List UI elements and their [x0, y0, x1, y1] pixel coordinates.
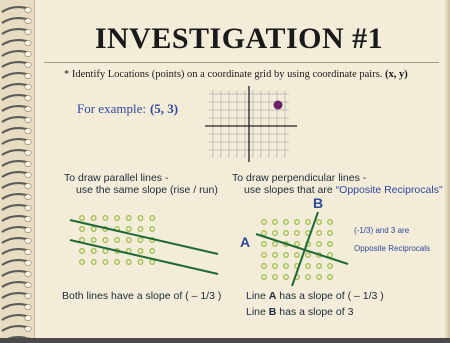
spiral-rings [0, 0, 34, 338]
binding-ring [2, 95, 31, 101]
binding-ring [2, 84, 31, 90]
reciprocal-note-line1: (-1/3) and 3 are [354, 226, 410, 235]
grid-dot [103, 260, 108, 265]
grid-dot [317, 220, 322, 225]
grid-dot [284, 264, 289, 269]
grid-dot [91, 216, 96, 221]
grid-dot [138, 227, 143, 232]
page-title: INVESTIGATION #1 [94, 22, 384, 55]
grid-dot [138, 249, 143, 254]
binding-ring [2, 51, 31, 57]
binding-ring [2, 183, 31, 189]
binding-ring [2, 271, 31, 277]
page-edge [444, 0, 450, 338]
grid-dot [295, 253, 300, 258]
grid-dot [295, 242, 300, 247]
perpendicular-heading [232, 172, 442, 196]
spiral-binding [0, 0, 35, 338]
grid-dot [262, 220, 267, 225]
line-b-caption-prefix: Line [246, 306, 266, 318]
grid-dot [273, 231, 278, 236]
line-b-caption-letter: B [268, 306, 277, 318]
binding-ring [2, 249, 31, 255]
line-b-caption [246, 306, 353, 318]
parallel-caption: Both lines have a slope of ( – 1/3 ) [62, 290, 222, 302]
binding-ring [2, 315, 31, 321]
binding-ring [2, 326, 31, 332]
instruction-text [64, 69, 444, 80]
grid-dot [317, 275, 322, 280]
grid-dot [262, 231, 267, 236]
binding-ring [2, 62, 31, 68]
grid-dot [317, 242, 322, 247]
grid-dot [138, 216, 143, 221]
grid-dot [91, 238, 96, 243]
perpendicular-heading-line2-prefix: use slopes that are [244, 184, 333, 196]
grid-dot [150, 260, 155, 265]
grid-dot [262, 242, 267, 247]
grid-dot [328, 264, 333, 269]
grid-dot [262, 264, 267, 269]
parallel-heading-line1: To draw parallel lines - [64, 172, 169, 184]
grid-dot [150, 216, 155, 221]
example-line [77, 101, 178, 117]
reciprocal-note-line2: Opposite Reciprocals [354, 244, 431, 253]
example-point: (5, 3) [149, 101, 179, 116]
grid-dot [80, 227, 85, 232]
grid-dot [91, 260, 96, 265]
grid-dot [295, 220, 300, 225]
grid-dot [127, 216, 132, 221]
grid-dot [306, 275, 311, 280]
grid-dot [328, 231, 333, 236]
grid-dot [103, 216, 108, 221]
title-divider [44, 62, 439, 63]
grid-dot [284, 220, 289, 225]
binding-ring [2, 7, 31, 13]
grid-dot [91, 249, 96, 254]
grid-dot [328, 275, 333, 280]
binding-ring [2, 40, 31, 46]
grid-dot [317, 264, 322, 269]
grid-dot [273, 220, 278, 225]
grid-dot [80, 249, 85, 254]
grid-dot [273, 242, 278, 247]
coordinate-grid [205, 86, 297, 166]
binding-ring [2, 282, 31, 288]
grid-dot [262, 275, 267, 280]
grid-dot [80, 260, 85, 265]
line-a-caption-letter: A [268, 290, 277, 302]
grid-dot [284, 253, 289, 258]
plotted-point-marker [274, 101, 283, 110]
parallel-heading [64, 172, 218, 196]
grid-dot [103, 238, 108, 243]
line-a-caption [246, 290, 384, 302]
parallel-heading-line2: use the same slope (rise / run) [76, 184, 218, 196]
grid-dot [273, 253, 278, 258]
binding-ring [2, 293, 31, 299]
binding-ring [2, 106, 31, 112]
binding-ring [2, 139, 31, 145]
binding-ring [2, 18, 31, 24]
grid-dot [115, 216, 120, 221]
opposite-reciprocals-phrase: “Opposite Reciprocals” [335, 184, 443, 196]
grid-dot [273, 275, 278, 280]
grid-dot [138, 260, 143, 265]
parallel-line-lower [70, 240, 218, 274]
perpendicular-heading-line1: To draw perpendicular lines - [232, 172, 367, 184]
grid-dot [91, 227, 96, 232]
binding-ring [2, 238, 31, 244]
binding-ring [2, 161, 31, 167]
grid-dot [306, 264, 311, 269]
grid-dot [150, 227, 155, 232]
grid-dot [262, 253, 267, 258]
line-b-caption-suffix: has a slope of 3 [279, 306, 354, 318]
binding-ring [2, 194, 31, 200]
binding-ring [2, 227, 31, 233]
instruction-body: * Identify Locations (points) on a coordinate grid by using coordinate pairs. [64, 69, 383, 80]
perpendicular-heading-line2 [232, 184, 442, 196]
binding-ring [2, 304, 31, 310]
perpendicular-lines-figure [252, 208, 352, 288]
binding-ring [2, 216, 31, 222]
grid-dot [138, 238, 143, 243]
binding-ring [2, 150, 31, 156]
grid-dot [328, 242, 333, 247]
grid-dot [80, 216, 85, 221]
line-b-label: B [313, 195, 324, 211]
line-a-caption-suffix: has a slope of ( – 1/3 ) [279, 290, 384, 302]
grid-dot [295, 231, 300, 236]
line-b [292, 212, 318, 286]
line-a-label: A [240, 234, 251, 250]
example-label: For example: [77, 101, 146, 116]
instruction-pair: (x, y) [385, 69, 408, 80]
grid-dot [306, 220, 311, 225]
grid-dot [284, 231, 289, 236]
grid-dot [328, 220, 333, 225]
grid-dot [150, 249, 155, 254]
binding-ring [2, 73, 31, 79]
binding-ring [2, 128, 31, 134]
grid-dot [115, 238, 120, 243]
binding-ring [2, 260, 31, 266]
parallel-lines-figure [68, 208, 228, 278]
binding-ring [2, 117, 31, 123]
binding-ring [2, 172, 31, 178]
binding-ring [2, 205, 31, 211]
grid-dot [273, 264, 278, 269]
line-a-caption-prefix: Line [246, 290, 266, 302]
grid-dot [127, 227, 132, 232]
grid-dot [115, 260, 120, 265]
binding-ring [2, 29, 31, 35]
grid-dot [284, 275, 289, 280]
grid-dot [317, 231, 322, 236]
grid-dot [127, 260, 132, 265]
grid-dot [306, 253, 311, 258]
grid-dot [127, 238, 132, 243]
